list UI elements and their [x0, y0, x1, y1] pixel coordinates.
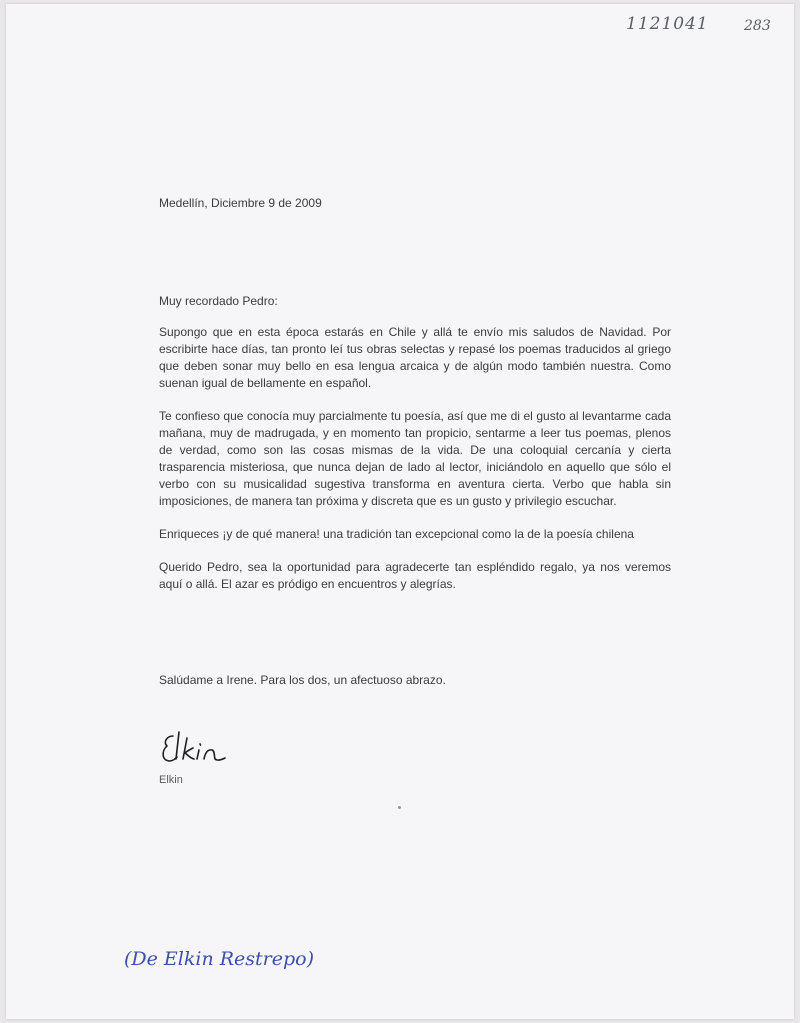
- letter-paragraph: Te confieso que conocía muy parcialmente tu poesía, así que me di el gusto al levantarme cada mañana, muy de madrugada, y en momento tan propicio, sentarme a leer tus poemas, plenos de verdad, como son las cosas mismas de la vida. De una coloquial cercanía y cierta trasparencia misteriosa, que nunca dejan de lado al lector, iniciándolo en aquello que sólo el verbo con su musicalidad sugestiva transforma en aventura cierta. Verbo que habla sin imposiciones, de manera tan próxima y discreta que es un gusto y privilegio escuchar.: [159, 409, 671, 508]
- letter-paragraph: Supongo que en esta época estarás en Chile y allá te envío mis saludos de Navidad. Por escribirte hace días, tan pronto leí tus obras selectas y repasé los poemas traducidos al griego que deben sonar muy bello en esa lengua arcaica y de algún modo también nuestra. Como suenan igual de bellamente en español.: [159, 325, 671, 390]
- handwritten-note: (De Elkin Restrepo): [124, 948, 315, 970]
- letter-body: [159, 324, 671, 609]
- letter-closing: Salúdame a Irene. Para los dos, un afectuoso abrazo.: [159, 673, 446, 687]
- archive-page-number: 283: [744, 18, 771, 34]
- letter-paragraph: Querido Pedro, sea la oportunidad para agradecerte tan espléndido regalo, ya nos veremos aquí o allá. El azar es pródigo en encuentros y alegrías.: [159, 560, 671, 591]
- handwritten-signature: [159, 728, 239, 777]
- archive-catalog-number: 1121041: [626, 14, 709, 34]
- signature-scribble: [159, 728, 239, 772]
- letter-date: Medellín, Diciembre 9 de 2009: [159, 196, 322, 210]
- letter-paragraph: Enriqueces ¡y de qué manera! una tradición tan excepcional como la de la poesía chilena: [159, 527, 634, 541]
- signed-name: Elkin: [159, 774, 183, 786]
- paper-speck: [398, 806, 401, 809]
- letter-page: [6, 4, 794, 1019]
- letter-salutation: Muy recordado Pedro:: [159, 294, 278, 308]
